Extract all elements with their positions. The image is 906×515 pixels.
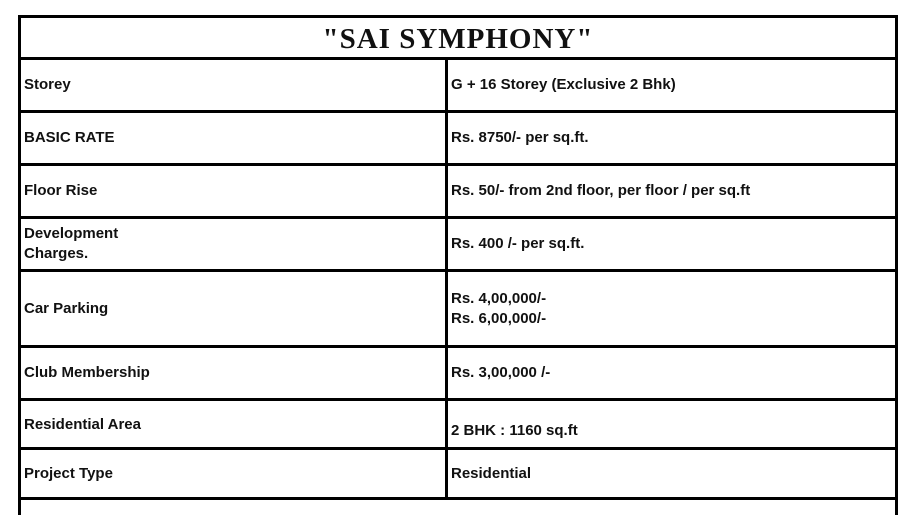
row-value: [448, 272, 895, 345]
row-label: Car Parking: [21, 272, 448, 345]
table-row: [21, 166, 895, 219]
row-label: [21, 219, 448, 269]
row-label: Floor Rise: [21, 166, 448, 216]
row-value-line: Rs. 6,00,000/-: [451, 309, 547, 327]
row-value: Rs. 400 /- per sq.ft.: [451, 235, 585, 252]
row-label: Storey: [21, 60, 448, 110]
table-row: [21, 60, 895, 113]
project-title: "SAI SYMPHONY": [21, 18, 895, 60]
row-value: 2 BHK : 1160 sq.ft: [451, 422, 578, 439]
table-row: [21, 272, 895, 348]
row-value: Rs. 8750/- per sq.ft.: [451, 129, 589, 146]
price-sheet-table: [18, 15, 898, 515]
table-row: [21, 450, 895, 500]
row-value: Residential: [451, 464, 532, 482]
row-value: Rs. 50/- from 2nd floor, per floor / per sq.ft: [451, 182, 751, 199]
row-label: Project Type: [21, 450, 448, 497]
row-value-line: Rs. 4,00,000/-: [451, 289, 547, 307]
row-label: BASIC RATE: [21, 113, 448, 163]
row-label: Club Membership: [21, 348, 448, 398]
row-label: Residential Area: [21, 401, 448, 447]
table-row: [21, 113, 895, 166]
row-label-line: Development: [24, 225, 119, 242]
row-label-line: Charges.: [24, 245, 89, 262]
table-row: [21, 219, 895, 272]
row-value: G + 16 Storey (Exclusive 2 Bhk): [451, 76, 676, 93]
row-value: Rs. 3,00,000 /-: [451, 364, 551, 381]
table-row: [21, 401, 895, 450]
table-row: [21, 348, 895, 401]
